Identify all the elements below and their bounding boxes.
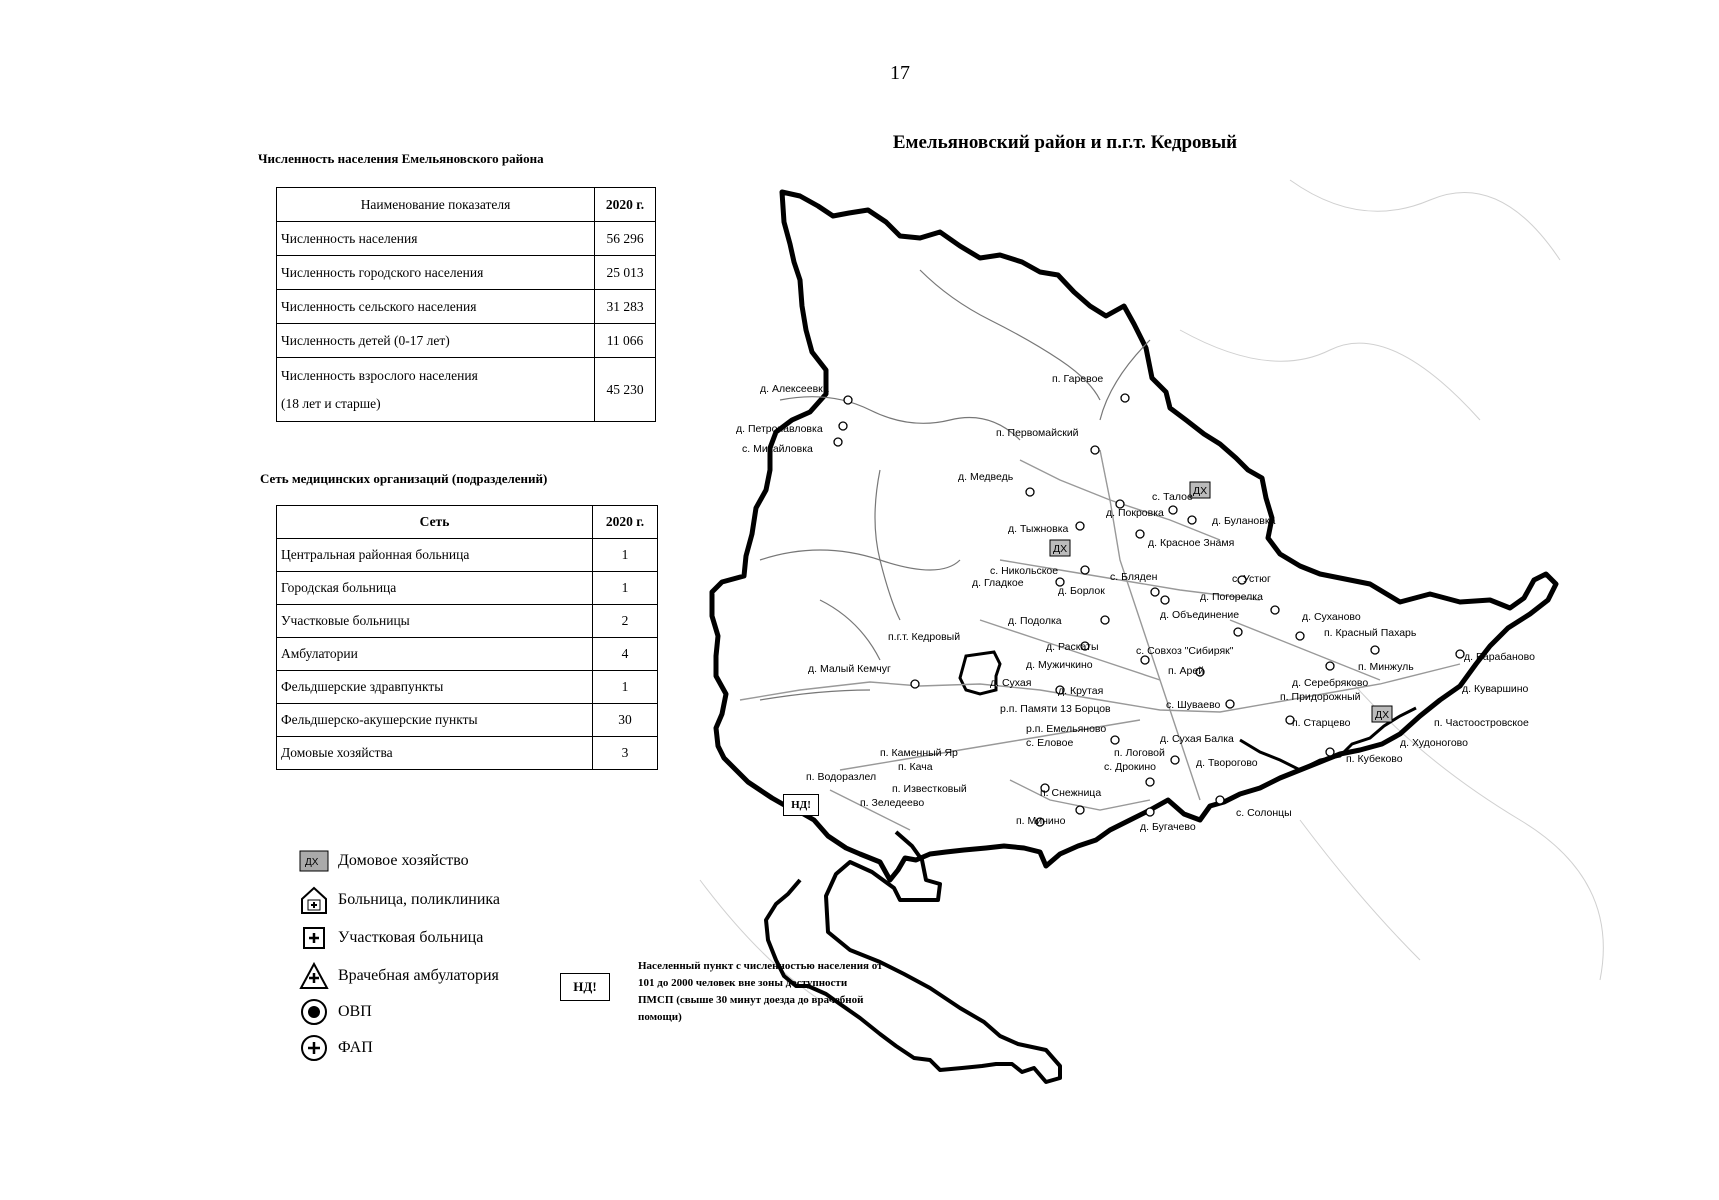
dx-marker (1050, 540, 1070, 556)
row-label: Численность сельского населения (277, 290, 595, 324)
row-label: Участковые больницы (277, 605, 593, 638)
row-value: 31 283 (595, 290, 656, 324)
row-label: Амбулатории (277, 638, 593, 671)
place-label: с. Еловое (1026, 737, 1074, 749)
place-label: д. Красное Знамя (1148, 537, 1235, 549)
place-label: д. Сухая Балка (1160, 733, 1234, 745)
row-label: Численность городского населения (277, 256, 595, 290)
place-label: п. Зеледеево (860, 797, 925, 809)
legend-district-hospital (296, 922, 483, 954)
place-label: д. Куваршино (1462, 683, 1529, 695)
place-label: п. Известковый (892, 783, 967, 795)
row-value: 30 (593, 704, 658, 737)
place-label: п.г.т. Кедровый (888, 631, 961, 643)
place-label: п. Кубеково (1346, 753, 1403, 765)
legend-label: Домовое хозяйство (338, 852, 469, 869)
header-name: Сеть (277, 506, 593, 539)
place-label: п. Водоразлел (806, 771, 877, 783)
row-value: 1 (593, 572, 658, 605)
place-label: с. Никольское (990, 565, 1059, 577)
place-label: с. Бляден (1110, 571, 1158, 583)
place-label: д. Покровка (1106, 507, 1164, 519)
row-label: Численность населения (277, 222, 595, 256)
place-label: п. Гаревое (1052, 373, 1104, 385)
header-year: 2020 г. (595, 188, 656, 222)
svg-text:ДХ: ДХ (1053, 543, 1068, 555)
legend-fap (296, 1032, 373, 1064)
header-year: 2020 г. (593, 506, 658, 539)
place-label: д. Погорелка (1200, 591, 1263, 603)
nd-legend-description: Населенный пункт с численностью населения от 101 до 2000 человек вне зоны доступности ПМСП (свыше 30 минут доезда до врачебной помощи) (638, 960, 883, 1023)
row-value: 45 230 (595, 358, 656, 422)
legend-label: ФАП (338, 1039, 373, 1056)
place-label: п. Арей (1168, 665, 1205, 677)
legend-label: Участковая больница (338, 929, 484, 946)
place-label: с. Совхоз "Сибиряк" (1136, 645, 1234, 657)
row-value: 11 066 (595, 324, 656, 358)
place-label: д. Гладкое (972, 577, 1024, 589)
place-label: д. Творогово (1196, 757, 1258, 769)
place-label: п. Частоостровское (1434, 717, 1529, 729)
settlement-labels (736, 373, 1535, 833)
dx-marker (1190, 482, 1210, 498)
row-value: 1 (593, 539, 658, 572)
place-label: д. Раскаты (1046, 641, 1099, 653)
place-label: д. Мужичкино (1026, 659, 1093, 671)
row-label: Городская больница (277, 572, 593, 605)
place-label: п. Первомайский (996, 427, 1079, 439)
place-label: д. Тыжновка (1008, 523, 1069, 535)
place-label: с. Устюг (1232, 573, 1271, 585)
row-value: 25 013 (595, 256, 656, 290)
place-label: п. Придорожный (1280, 691, 1361, 703)
row-value: 2 (593, 605, 658, 638)
row-label: Численность детей (0-17 лет) (277, 324, 595, 358)
svg-text:ДХ: ДХ (1375, 709, 1390, 721)
place-label: д. Суханово (1302, 611, 1361, 623)
place-label: д. Барабаново (1464, 651, 1535, 663)
place-label: п. Старцево (1292, 717, 1351, 729)
place-label: д. Подолка (1008, 615, 1062, 627)
page-number: 17 (890, 62, 910, 84)
legend-dx (296, 845, 469, 877)
row-label-line1: Численность взрослого населения (281, 367, 478, 383)
svg-text:ДХ: ДХ (1193, 485, 1208, 497)
row-label: Домовые хозяйства (277, 737, 593, 770)
legend-hospital (296, 884, 500, 916)
fap-icon (296, 1033, 332, 1063)
ovp-icon (296, 997, 332, 1027)
ambulatory-icon (296, 961, 332, 991)
place-label: д. Борлок (1058, 585, 1105, 597)
place-label: с. Михайловка (742, 443, 813, 455)
row-label: Центральная районная больница (277, 539, 593, 572)
map-nd-marker: НД! (783, 794, 819, 816)
place-label: п. Каменный Яр (880, 747, 958, 759)
legend-label: Больница, поликлиника (338, 891, 501, 908)
place-label: д. Медведь (958, 471, 1014, 483)
place-label: п. Минжуль (1358, 661, 1414, 673)
place-label: р.п. Памяти 13 Борцов (1000, 703, 1111, 715)
place-label: п. Красный Пахарь (1324, 627, 1417, 639)
legend-label: ОВП (338, 1003, 372, 1020)
place-label: д. Петропавловка (736, 423, 823, 435)
row-value: 1 (593, 671, 658, 704)
place-label: п. Кача (898, 761, 933, 773)
place-label: с. Дрокино (1104, 761, 1156, 773)
place-label: п. Логовой (1114, 747, 1165, 759)
place-label: п. Снежница (1040, 787, 1102, 799)
row-label: Фельдшерские здравпункты (277, 671, 593, 704)
place-label: д. Серебряково (1292, 677, 1369, 689)
place-label: д. Объединение (1160, 609, 1240, 621)
row-label-line2: (18 лет и старше) (281, 395, 381, 411)
dx-marker (1372, 706, 1392, 722)
row-value: 4 (593, 638, 658, 671)
map-title: Емельяновский район и п.г.т. Кедровый (892, 132, 1238, 153)
place-label: д. Крутая (1058, 685, 1104, 697)
nd-legend-box: НД! (560, 973, 610, 1001)
district-hospital-icon (296, 923, 332, 953)
place-label: д. Булановка (1212, 515, 1276, 527)
legend-ambulatory (296, 960, 499, 992)
place-label: с. Шуваево (1166, 699, 1221, 711)
hospital-icon (296, 885, 332, 915)
legend-ovp (296, 996, 372, 1028)
svg-text:ДХ: ДХ (305, 857, 319, 868)
header-name: Наименование показателя (277, 188, 595, 222)
place-label: д. Худоногово (1400, 737, 1468, 749)
place-label: р.п. Емельяново (1026, 723, 1107, 735)
place-label: п. Минино (1016, 815, 1066, 827)
dx-icon (296, 846, 332, 876)
legend-label: Врачебная амбулатория (338, 967, 499, 984)
place-label: д. Алексеевка (760, 383, 829, 395)
place-label: с. Талое (1152, 491, 1193, 503)
place-label: с. Солонцы (1236, 807, 1292, 819)
row-value: 3 (593, 737, 658, 770)
row-value: 56 296 (595, 222, 656, 256)
place-label: д. Бугачево (1140, 821, 1196, 833)
place-label: д. Малый Кемчуг (808, 663, 891, 675)
row-label: Фельдшерско-акушерские пункты (277, 704, 593, 737)
population-table-title: Численность населения Емельяновского района (258, 151, 544, 166)
district-boundary-south (766, 832, 1060, 1082)
place-label: д. Сухая (990, 677, 1032, 689)
medical-table-title: Сеть медицинских организаций (подразделений) (260, 471, 548, 486)
